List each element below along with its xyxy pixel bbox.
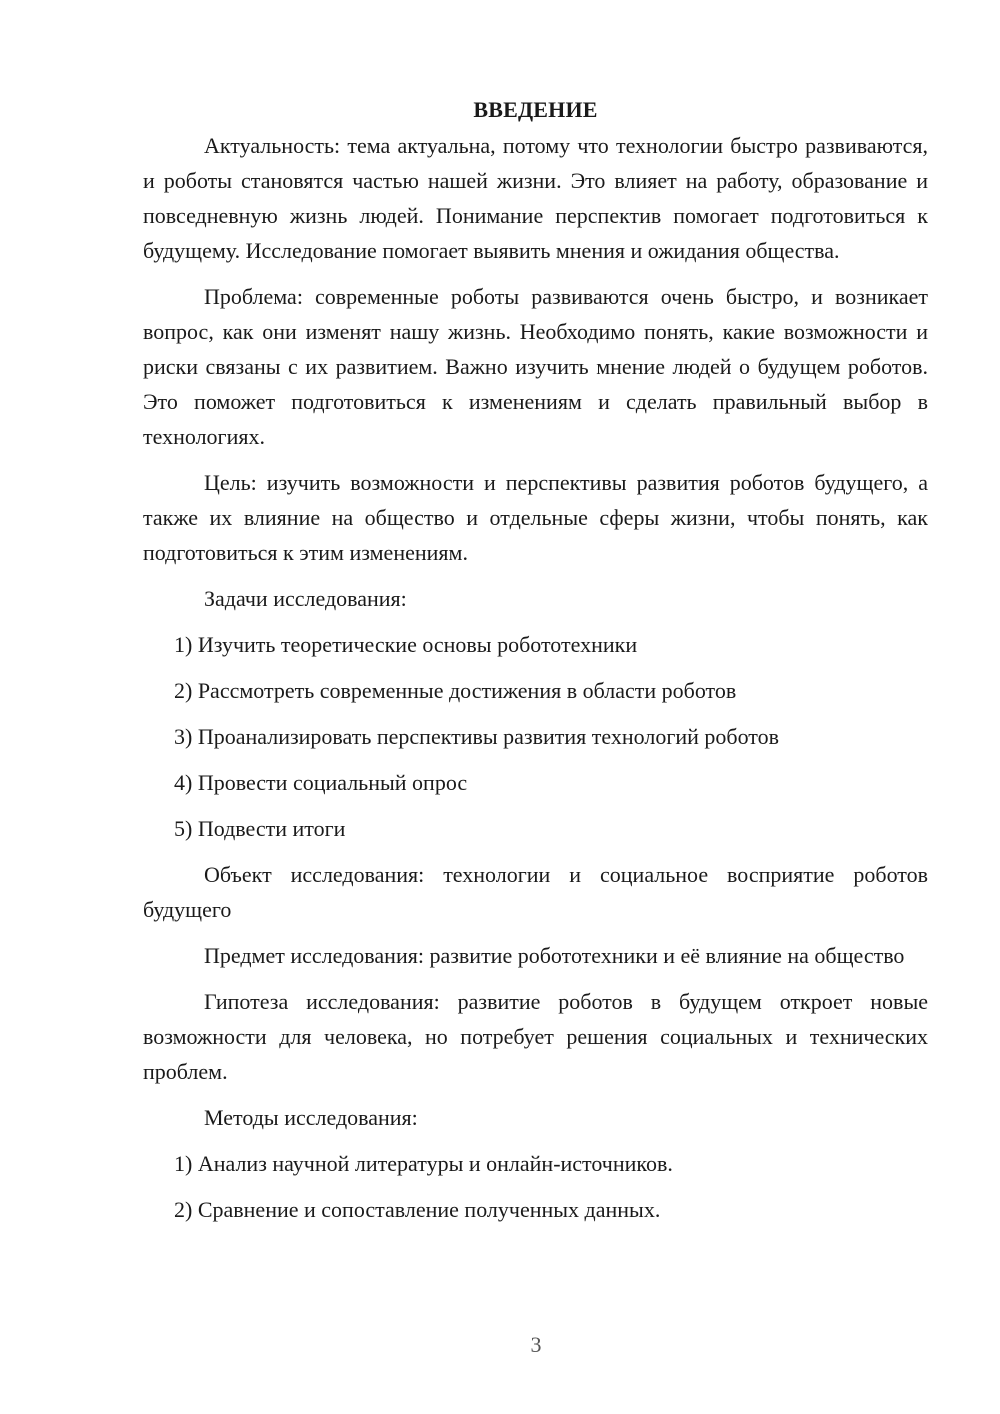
problem-paragraph: Проблема: современные роботы развиваются очень быстро, и возникает вопрос, как они изменят нашу жизнь. Необходимо понять, какие возможности и риски связаны с их развитием. Важно изучить мнение людей о будущем роботов. Это поможет подготовиться к изменениям и сделать правильный выбор в технологиях. [143, 284, 928, 449]
relevance-paragraph: Актуальность: тема актуальна, потому что технологии быстро развиваются, и роботы становятся частью нашей жизни. Это влияет на работу, образование и повседневную жизнь людей. Понимание перспектив помогает подготовиться к будущему. Исследование помогает выявить мнения и ожидания общества. [143, 133, 928, 263]
task-item-5: 5) Подвести итоги [174, 816, 346, 841]
task-item-3: 3) Проанализировать перспективы развития технологий роботов [174, 724, 780, 749]
methods-label: Методы исследования: [204, 1105, 418, 1130]
goal-paragraph: Цель: изучить возможности и перспективы развития роботов будущего, а также их влияние на общество и отдельные сферы жизни, чтобы понять, как подготовиться к этим изменениям. [143, 470, 928, 565]
page-title: ВВЕДЕНИЕ [473, 97, 598, 122]
page-number: 3 [530, 1332, 542, 1357]
tasks-label: Задачи исследования: [204, 586, 407, 611]
method-item-2: 2) Сравнение и сопоставление полученных данных. [174, 1197, 661, 1222]
subject-paragraph: Предмет исследования: развитие робототехники и её влияние на общество [204, 943, 905, 968]
task-item-2: 2) Рассмотреть современные достижения в области роботов [174, 678, 737, 703]
task-item-1: 1) Изучить теоретические основы робототехники [174, 632, 638, 657]
task-item-4: 4) Провести социальный опрос [174, 770, 468, 795]
object-paragraph: Объект исследования: технологии и социальное восприятие роботов будущего [143, 862, 928, 922]
method-item-1: 1) Анализ научной литературы и онлайн-источников. [174, 1151, 673, 1176]
document-page [143, 92, 928, 1238]
hypothesis-paragraph: Гипотеза исследования: развитие роботов в будущем откроет новые возможности для человека, но потребует решения социальных и технических проблем. [143, 989, 928, 1084]
